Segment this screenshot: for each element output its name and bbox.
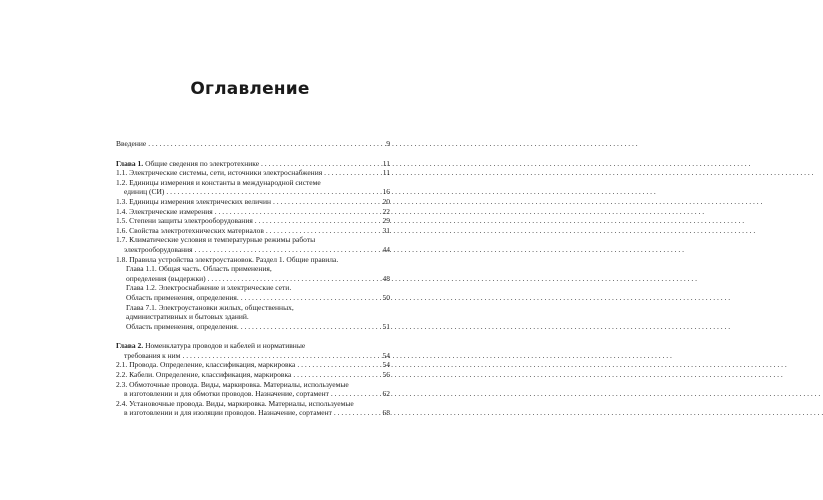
toc-entry-label-cont: единиц (СИ) — [124, 187, 165, 197]
dot-leader — [324, 168, 381, 178]
dot-leader — [241, 293, 381, 303]
dot-leader — [182, 351, 380, 361]
toc-entry-1-5[interactable] — [116, 216, 390, 226]
dot-leader — [266, 226, 381, 236]
toc-page-number: 9 — [386, 139, 390, 148]
toc-page-number: 54 — [382, 350, 390, 360]
toc-subentry-label: Глава 1.1. Общая часть. Область применения, — [126, 264, 272, 274]
toc-page-number: 62 — [382, 389, 390, 399]
toc-subentry-label-cont: административных и бытовых зданий. — [126, 312, 249, 322]
toc-entry-1-6[interactable] — [116, 226, 390, 236]
toc-entry-label: 1.7. Климатические условия и температурные режимы работы — [116, 235, 316, 245]
toc-entry-1-8[interactable] — [116, 255, 390, 332]
toc-entry-label: 1.2. Единицы измерения и константы в международной системе — [116, 177, 321, 187]
toc-entry-1-2[interactable] — [116, 178, 390, 197]
toc-page-number: 44 — [382, 244, 390, 254]
toc-entry-label: 1.5. Степени защиты электрооборудования — [116, 216, 253, 226]
toc-entry-label: 2.3. Обмоточные провода. Виды, маркировка. Материалы, используемые — [116, 379, 349, 389]
toc-page-number: 11 — [382, 168, 390, 178]
toc-subentry-label: Глава 7.1. Электроустановки жилых, общественных, — [126, 302, 294, 312]
dot-leader — [241, 322, 381, 332]
chapter-title-cont: требования к ним — [124, 350, 181, 360]
dot-leader — [215, 207, 381, 217]
toc-entry-label-cont: в изготовлении и для изоляции проводов. Назначение, сортамент — [124, 408, 332, 418]
table-of-contents — [116, 139, 390, 418]
chapter-number: Глава 2. — [116, 341, 144, 351]
toc-entry-label: 2.4. Установочные провода. Виды, маркировка. Материалы, используемые — [116, 398, 354, 408]
toc-entry-2-3[interactable] — [116, 380, 390, 399]
toc-entry-label: 1.4. Электрические измерения — [116, 206, 213, 216]
dot-leader — [334, 408, 381, 418]
toc-chapter-1[interactable] — [116, 159, 390, 169]
dot-leader — [293, 370, 380, 380]
chapter-title: Общие сведения по электротехнике — [145, 158, 260, 168]
toc-page-number: 11 — [382, 158, 390, 168]
toc-entry-1-7[interactable] — [116, 235, 390, 254]
toc-entry-label: Введение — [116, 139, 147, 148]
toc-subentry-label-cont: Область применения, определения. — [126, 321, 239, 331]
dot-leader — [255, 216, 381, 226]
chapter-number: Глава 1. — [116, 158, 144, 168]
toc-page-number: 20 — [382, 196, 390, 206]
dot-leader — [297, 360, 380, 370]
dot-leader — [195, 245, 381, 255]
toc-page-number: 48 — [382, 273, 390, 283]
dot-leader — [148, 139, 384, 149]
toc-chapter-2[interactable] — [116, 341, 390, 360]
toc-entry-label-cont: в изготовлении и для обмотки проводов. Назначение, сортамент — [124, 389, 329, 399]
dot-leader — [331, 389, 381, 399]
dot-leader — [166, 187, 380, 197]
toc-entry-1-3[interactable] — [116, 197, 390, 207]
toc-page-number: 56 — [382, 370, 390, 380]
toc-entry-label: 1.3. Единицы измерения электрических величин — [116, 196, 271, 206]
toc-page-number: 29 — [382, 216, 390, 226]
toc-entry-2-4[interactable] — [116, 399, 390, 418]
toc-entry-label: 1.8. Правила устройства электроустановок. Раздел 1. Общие правила. — [116, 254, 339, 264]
toc-page-number: 31 — [382, 225, 390, 235]
toc-page-number: 51 — [382, 321, 390, 331]
page-title: Оглавление — [190, 79, 310, 99]
dot-leader — [261, 159, 381, 169]
toc-page-number: 22 — [382, 206, 390, 216]
dot-leader — [273, 197, 381, 207]
toc-entry-intro[interactable] — [116, 139, 390, 149]
toc-entry-label: 1.1. Электрические системы, сети, источники электроснабжения — [116, 168, 323, 178]
toc-page-number: 16 — [382, 187, 390, 197]
toc-entry-label: 2.1. Провода. Определение, классификация, маркировка — [116, 360, 296, 370]
chapter-title: Номенклатура проводов и кабелей и нормативные — [145, 341, 306, 351]
toc-subentry-label-cont: Область применения, определения. — [126, 292, 239, 302]
toc-entry-label-cont: электрооборудования — [124, 244, 193, 254]
toc-page-number: 68 — [382, 408, 390, 418]
toc-entry-label: 1.6. Свойства электротехнических материалов — [116, 225, 264, 235]
toc-entry-1-4[interactable] — [116, 207, 390, 217]
toc-page-number: 50 — [382, 292, 390, 302]
dot-leader — [208, 274, 381, 284]
toc-page-number: 54 — [382, 360, 390, 370]
toc-entry-2-1[interactable] — [116, 360, 390, 370]
toc-entry-2-2[interactable] — [116, 370, 390, 380]
toc-entry-label: 2.2. Кабели. Определение, классификация, маркировка — [116, 370, 292, 380]
toc-subentry-label: Глава 1.2. Электроснабжение и электрические сети. — [126, 283, 292, 293]
toc-subentry-label-cont: определения (выдержки) — [126, 273, 206, 283]
toc-entry-1-1[interactable] — [116, 168, 390, 178]
